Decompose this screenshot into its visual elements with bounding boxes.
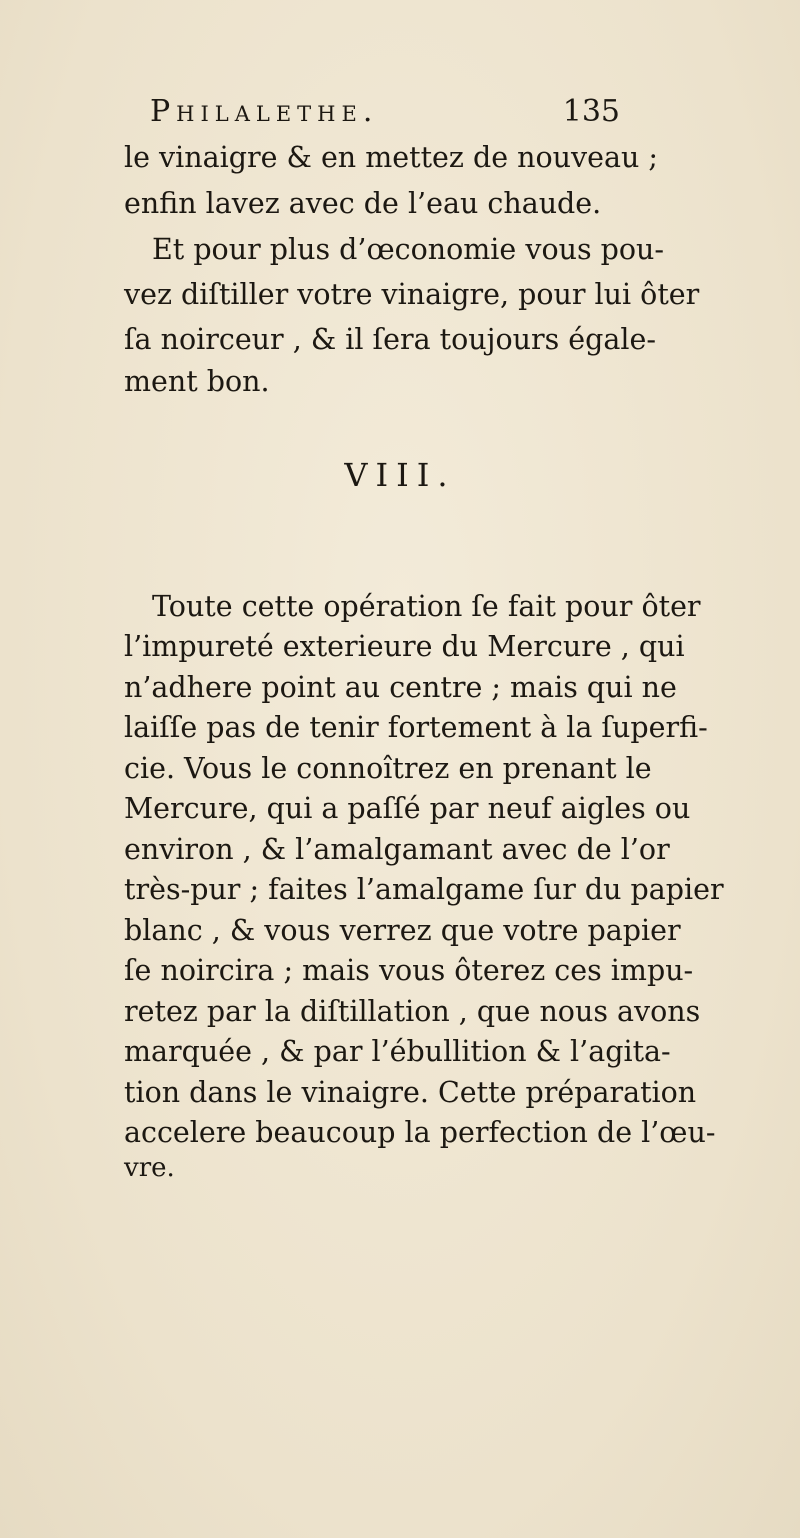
running-head	[150, 94, 620, 134]
text-line: Mercure, qui a paſſé par neuf aigles ou	[124, 792, 691, 825]
text-line: accelere beaucoup la perfection de l’œu-	[124, 1116, 716, 1149]
section-heading: VIII.	[344, 456, 456, 494]
text-line: environ , & l’amalgamant avec de l’or	[124, 833, 670, 866]
text-line: cie. Vous le connoîtrez en prenant le	[124, 752, 652, 785]
text-line: l’impureté exterieure du Mercure , qui	[124, 630, 685, 663]
text-line: ſe noircira ; mais vous ôterez ces impu-	[124, 954, 694, 987]
running-title: Philalethe.	[150, 94, 379, 129]
text-line: laiſſe pas de tenir fortement à la ſuperfi-	[124, 711, 708, 744]
text-line: très-pur ; faites l’amalgame ſur du papier	[124, 873, 724, 906]
text-line: ſa noirceur , & il ſera toujours égale-	[124, 323, 656, 356]
text-line: tion dans le vinaigre. Cette préparation	[124, 1076, 697, 1109]
page-number: 135	[562, 94, 620, 129]
paragraph-first-line: Et pour plus d’œconomie vous pou-	[152, 233, 665, 266]
text-line: ment bon.	[124, 365, 270, 398]
paragraph-first-line: Toute cette opération ſe fait pour ôter	[152, 590, 701, 623]
text-line: enfin lavez avec de l’eau chaude.	[124, 187, 602, 220]
text-line: vez diſtiller votre vinaigre, pour lui ôter	[124, 278, 700, 311]
text-line: n’adhere point au centre ; mais qui ne	[124, 671, 677, 704]
text-line: blanc , & vous verrez que votre papier	[124, 914, 681, 947]
text-line: le vinaigre & en mettez de nouveau ;	[124, 141, 658, 174]
text-line: marquée , & par l’ébullition & l’agita-	[124, 1035, 671, 1068]
catchword: vre.	[124, 1153, 175, 1183]
text-line: retez par la diſtillation , que nous avons	[124, 995, 701, 1028]
